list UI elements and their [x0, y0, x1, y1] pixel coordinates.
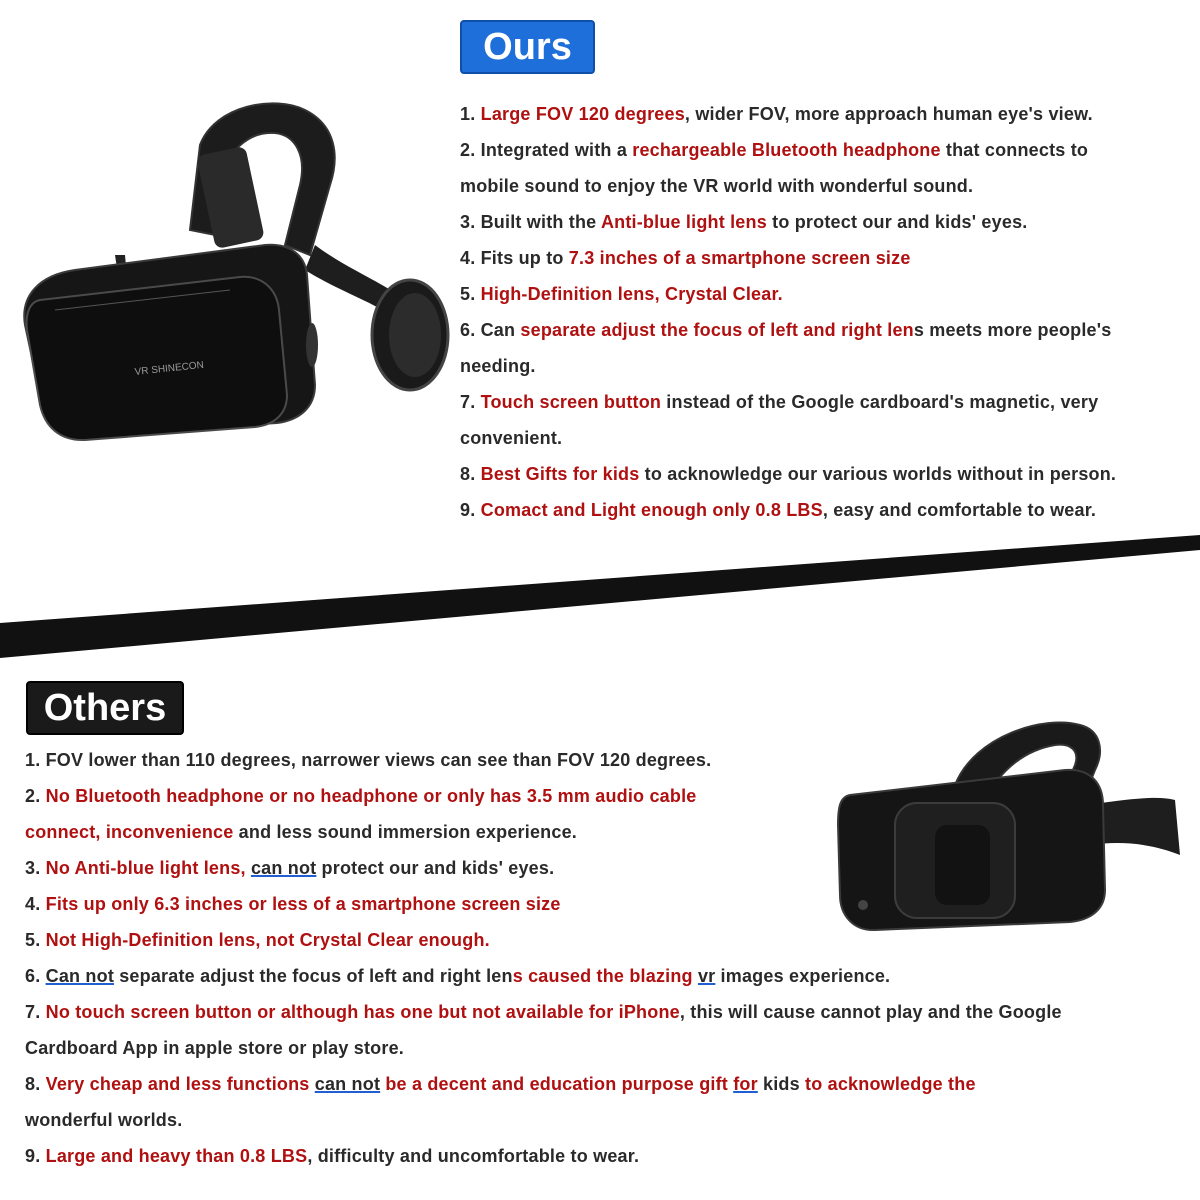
item-text: wonderful worlds. — [25, 1110, 183, 1130]
headset-logo: VR SHINECON — [134, 359, 205, 378]
ours-item-line — [460, 132, 1195, 168]
item-text: 1. FOV lower than 110 degrees, narrower views can see than FOV 120 degrees. — [25, 750, 712, 770]
others-item-line — [25, 1066, 1190, 1102]
item-text: that connects to — [940, 140, 1089, 160]
item-text: 6. Can — [460, 320, 521, 340]
others-item-line — [25, 994, 1190, 1030]
ours-item-line — [460, 312, 1195, 348]
item-text: 9. — [25, 1146, 46, 1166]
item-text: 8. — [460, 464, 481, 484]
ours-item-line — [460, 492, 1195, 528]
item-highlight: Large FOV 120 degrees — [480, 104, 685, 124]
item-underlined: can not — [314, 1074, 381, 1094]
item-highlight: Very cheap and less functions — [45, 1074, 310, 1094]
diagonal-divider-icon — [0, 530, 1200, 670]
others-item-line — [25, 958, 1190, 994]
others-badge — [26, 681, 184, 735]
ours-item-line — [460, 456, 1195, 492]
item-highlight: be a decent and education purpose gift — [380, 1074, 734, 1094]
item-highlight: Large and heavy than 0.8 LBS — [45, 1146, 308, 1166]
item-text: , difficulty and uncomfortable to wear. — [307, 1146, 640, 1166]
item-text: 9. — [460, 500, 481, 520]
ours-item-line — [460, 384, 1195, 420]
others-badge-label: Others — [43, 687, 167, 729]
item-text: kids — [763, 1074, 800, 1094]
item-highlight: Anti-blue light lens — [600, 212, 767, 232]
item-highlight: No touch screen button or although has one but not available for iPhone — [45, 1002, 680, 1022]
item-text: 7. — [25, 1002, 46, 1022]
item-text: 1. — [460, 104, 481, 124]
item-text: 6. — [25, 966, 46, 986]
ours-item-line — [460, 204, 1195, 240]
item-text: Cardboard App in apple store or play store. — [25, 1038, 404, 1058]
item-text: and less sound immersion experience. — [233, 822, 577, 842]
item-highlight: High-Definition lens, Crystal Clear. — [480, 284, 783, 304]
item-underlined: vr — [697, 966, 716, 986]
item-text: 4. Fits up to — [460, 248, 569, 268]
ours-item-line — [460, 420, 1195, 456]
item-text: separate adjust the focus of left and right len — [114, 966, 513, 986]
item-text: convenient. — [460, 428, 563, 448]
ours-item-line — [460, 276, 1195, 312]
item-text: 5. — [25, 930, 46, 950]
item-highlight: No Bluetooth headphone or no headphone or only has 3.5 mm audio cable — [45, 786, 697, 806]
item-text: , easy and comfortable to wear. — [822, 500, 1097, 520]
item-highlight: s caused the blazing — [512, 966, 698, 986]
item-highlight: rechargeable Bluetooth headphone — [632, 140, 941, 160]
item-highlight: Comact and Light enough only 0.8 LBS — [480, 500, 823, 520]
item-text: 3. — [25, 858, 46, 878]
item-text: to acknowledge our various worlds without in person. — [639, 464, 1117, 484]
ours-item-line — [460, 96, 1195, 132]
item-underlined: can not — [250, 858, 317, 878]
ours-item-line — [460, 348, 1195, 384]
others-item-line — [25, 1138, 1190, 1174]
item-underlined: Can not — [45, 966, 115, 986]
item-text: 7. — [460, 392, 481, 412]
item-text: instead of the Google cardboard's magnetic, very — [661, 392, 1099, 412]
vr-headset-basic-icon — [835, 715, 1185, 935]
ours-badge-label: Ours — [483, 26, 572, 68]
item-text: 3. Built with the — [460, 212, 601, 232]
item-highlight: connect, inconvenience — [25, 822, 234, 842]
item-underlined: for — [733, 1074, 758, 1094]
item-text: needing. — [460, 356, 536, 376]
item-highlight: separate adjust the focus of left and right len — [520, 320, 914, 340]
vr-headset-with-headphones-icon — [15, 95, 455, 445]
item-text: , this will cause cannot play and the Google — [679, 1002, 1062, 1022]
item-text: s meets more people's — [913, 320, 1112, 340]
item-text: mobile sound to enjoy the VR world with wonderful sound. — [460, 176, 974, 196]
item-text: 2. Integrated with a — [460, 140, 633, 160]
item-text: protect our and kids' eyes. — [316, 858, 555, 878]
ours-item-line — [460, 168, 1195, 204]
ours-item-line — [460, 240, 1195, 276]
ours-badge — [460, 20, 595, 74]
item-text: to protect our and kids' eyes. — [766, 212, 1028, 232]
item-text: 8. — [25, 1074, 46, 1094]
item-text: 4. — [25, 894, 46, 914]
item-highlight: No Anti-blue light lens, — [45, 858, 251, 878]
item-highlight: Best Gifts for kids — [480, 464, 640, 484]
item-text: 5. — [460, 284, 481, 304]
item-highlight: Fits up only 6.3 inches or less of a smartphone screen size — [45, 894, 561, 914]
item-text: , wider FOV, more approach human eye's view. — [684, 104, 1093, 124]
item-text: images experience. — [715, 966, 891, 986]
item-highlight: Touch screen button — [480, 392, 662, 412]
item-text: 2. — [25, 786, 46, 806]
item-highlight: Not High-Definition lens, not Crystal Clear enough. — [45, 930, 490, 950]
item-highlight: 7.3 inches of a smartphone screen size — [568, 248, 911, 268]
others-item-line — [25, 1030, 1190, 1066]
item-highlight: to acknowledge the — [799, 1074, 976, 1094]
ours-feature-list — [460, 96, 1195, 528]
others-item-line — [25, 1102, 1190, 1138]
